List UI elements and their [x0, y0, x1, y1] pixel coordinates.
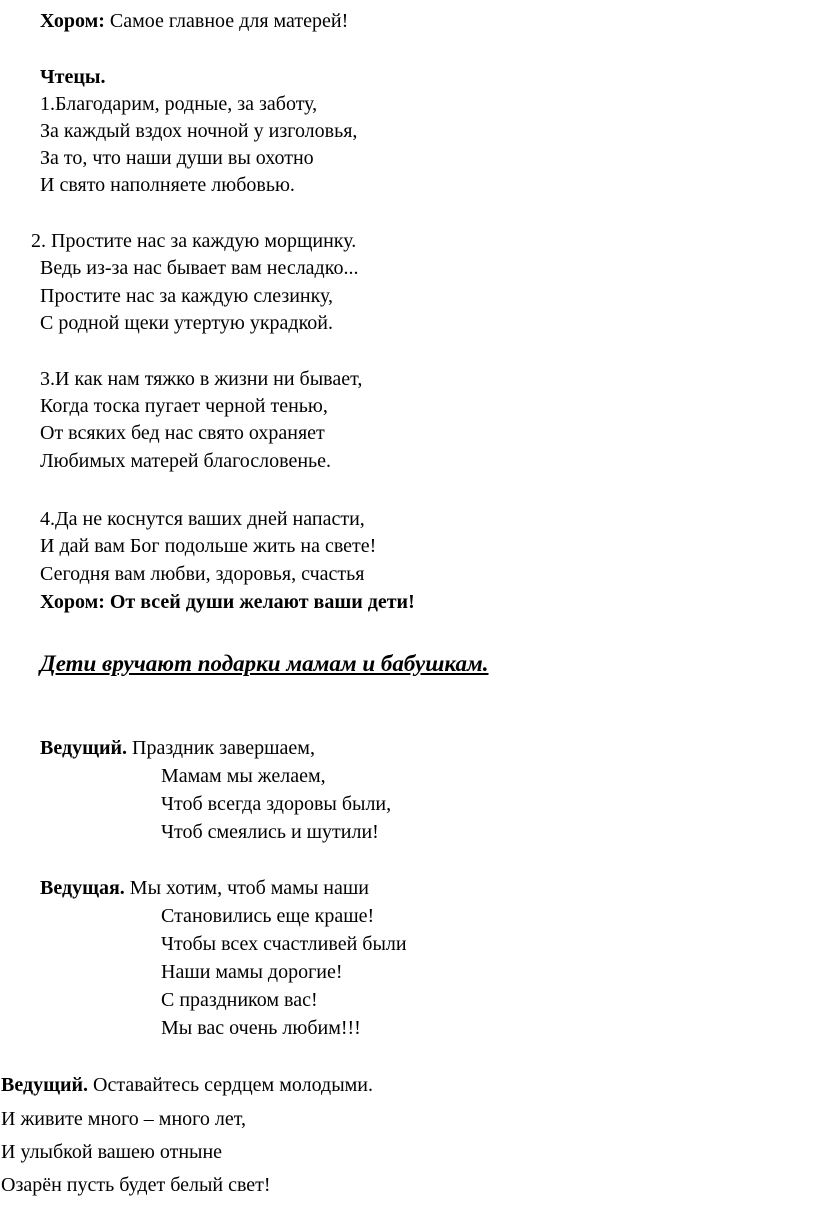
host2-line: С праздником вас!	[161, 989, 318, 1011]
host3-first-text: Оставайтесь сердцем молодыми.	[88, 1074, 373, 1096]
stanza3-line: Когда тоска пугает черной тенью,	[40, 395, 328, 417]
stanza1-line: 1.Благодарим, родные, за заботу,	[40, 93, 318, 115]
chorus-final-line	[40, 590, 415, 614]
chorus-final-text: От всей души желают ваши дети!	[104, 591, 415, 613]
host2-first-line	[40, 876, 369, 900]
host2-line: Чтобы всех счастливей были	[161, 933, 407, 955]
stanza2-line: С родной щеки утертую украдкой.	[40, 312, 333, 334]
host1-line: Мамам мы желаем,	[161, 765, 326, 787]
stanza3-line: От всяких бед нас свято охраняет	[40, 422, 325, 444]
stage-direction: Дети вручают подарки мамам и бабушкам.	[40, 651, 489, 676]
host1-speaker: Ведущий.	[40, 737, 128, 759]
intro-line	[40, 9, 348, 33]
stanza4-line: И дай вам Бог подольше жить на свете!	[40, 535, 377, 557]
host2-line: Наши мамы дорогие!	[161, 961, 343, 983]
stanza2-line: Ведь из-за нас бывает вам несладко...	[40, 257, 359, 279]
host3-line: Озарён пусть будет белый свет!	[1, 1174, 271, 1196]
stanza3-line: 3.И как нам тяжко в жизни ни бывает,	[40, 368, 363, 390]
intro-speaker: Хором:	[40, 10, 105, 32]
stanza1-line: И свято наполняете любовью.	[40, 174, 295, 196]
stanza4-line: Сегодня вам любви, здоровья, счастья	[40, 563, 365, 585]
host2-speaker: Ведущая.	[40, 877, 125, 899]
host1-first-line	[40, 736, 315, 760]
intro-text: Самое главное для матерей!	[104, 10, 349, 32]
stanza1-line: За каждый вздох ночной у изголовья,	[40, 120, 358, 142]
host2-line: Становились еще краше!	[161, 905, 375, 927]
host3-line: И живите много – много лет,	[1, 1108, 246, 1130]
stanza2-line: Простите нас за каждую слезинку,	[40, 285, 334, 307]
host1-first-text: Праздник завершаем,	[127, 737, 315, 759]
stanza2-line: 2. Простите нас за каждую морщинку.	[31, 230, 357, 252]
stanza1-line: За то, что наши души вы охотно	[40, 147, 314, 169]
stanza4-line: 4.Да не коснутся ваших дней напасти,	[40, 508, 365, 530]
chorus-final-speaker: Хором:	[40, 591, 105, 613]
host1-line: Чтоб смеялись и шутили!	[161, 821, 379, 843]
stanza3-line: Любимых матерей благословенье.	[40, 450, 332, 472]
host3-line: И улыбкой вашею отныне	[1, 1141, 223, 1163]
host3-first-line	[1, 1073, 373, 1097]
host1-line: Чтоб всегда здоровы были,	[161, 793, 392, 815]
host2-first-text: Мы хотим, чтоб мамы наши	[124, 877, 369, 899]
host2-line: Мы вас очень любим!!!	[161, 1017, 361, 1039]
host3-speaker: Ведущий.	[1, 1074, 89, 1096]
readers-label: Чтецы.	[40, 66, 106, 88]
